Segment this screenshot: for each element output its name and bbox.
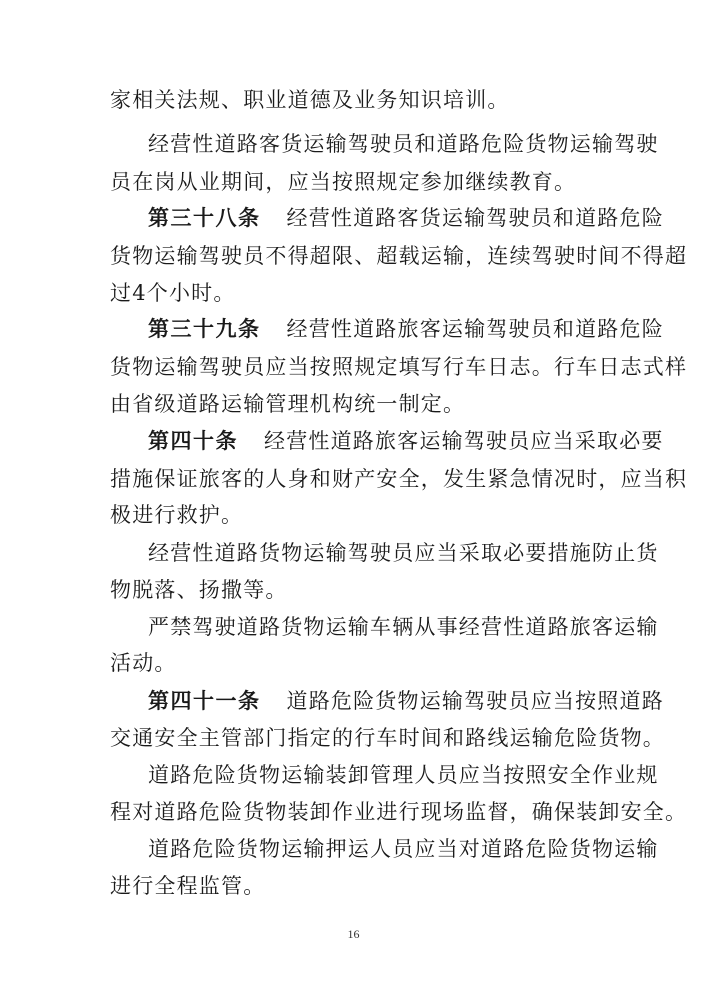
article-number: 第三十八条 [148,206,261,230]
page-number: 16 [347,927,360,941]
line-text: 交通安全主管部门指定的行车时间和路线运输危险货物。 [110,726,665,750]
paragraph-start [148,761,659,789]
text-line [110,390,465,418]
line-text: 进行全程监管。 [110,874,266,898]
text-line [110,279,236,307]
article-39-heading [148,315,664,343]
line-text: 过4个小时。 [110,281,236,305]
line-text: 程对道路危险货物装卸作业进行现场监督，确保装卸安全。 [110,800,688,824]
text-line [110,168,576,196]
paragraph-start [148,539,659,567]
line-text: 物脱落、扬撒等。 [110,578,288,602]
article-41-heading [148,687,664,715]
line-text: 措施保证旅客的人身和财产安全，发生紧急情况时，应当积 [110,467,688,491]
line-text: 由省级道路运输管理机构统一制定。 [110,392,466,416]
line-text: 货物运输驾驶员不得超限、超载运输，连续驾驶时间不得超 [110,244,688,268]
line-text: 道路危险货物运输装卸管理人员应当按照安全作业规 [148,763,659,787]
text-line [110,501,243,529]
line-text: 家相关法规、职业道德及业务知识培训。 [110,88,510,112]
line-text: 货物运输驾驶员应当按照规定填写行车日志。行车日志式样 [110,355,688,379]
article-number: 第四十一条 [148,689,261,713]
paragraph-start [148,613,659,641]
text-line [110,353,687,381]
line-text: 道路危险货物运输驾驶员应当按照道路 [286,689,664,713]
line-text: 道路危险货物运输押运人员应当对道路危险货物运输 [148,837,659,861]
line-text: 活动。 [110,651,177,675]
line-text: 员在岗从业期间，应当按照规定参加继续教育。 [110,170,577,194]
article-number: 第四十条 [148,429,238,453]
text-line [110,649,177,677]
text-line [110,86,510,114]
paragraph-start [148,130,659,158]
line-text: 经营性道路旅客运输驾驶员和道路危险 [286,317,664,341]
line-text: 经营性道路货物运输驾驶员应当采取必要措施防止货 [148,541,659,565]
text-line [110,872,265,900]
line-text: 极进行救护。 [110,503,244,527]
line-text: 严禁驾驶道路货物运输车辆从事经营性道路旅客运输 [148,615,659,639]
line-text: 经营性道路客货运输驾驶员和道路危险 [286,206,664,230]
paragraph-start [148,835,659,863]
text-line [110,576,288,604]
article-38-heading [148,204,664,232]
text-line [110,798,687,826]
text-line [110,724,665,752]
line-text: 经营性道路客货运输驾驶员和道路危险货物运输驾驶 [148,132,659,156]
text-line [110,465,687,493]
article-40-heading [148,427,664,455]
text-line [110,242,687,270]
article-number: 第三十九条 [148,317,261,341]
line-text: 经营性道路旅客运输驾驶员应当采取必要 [264,429,664,453]
